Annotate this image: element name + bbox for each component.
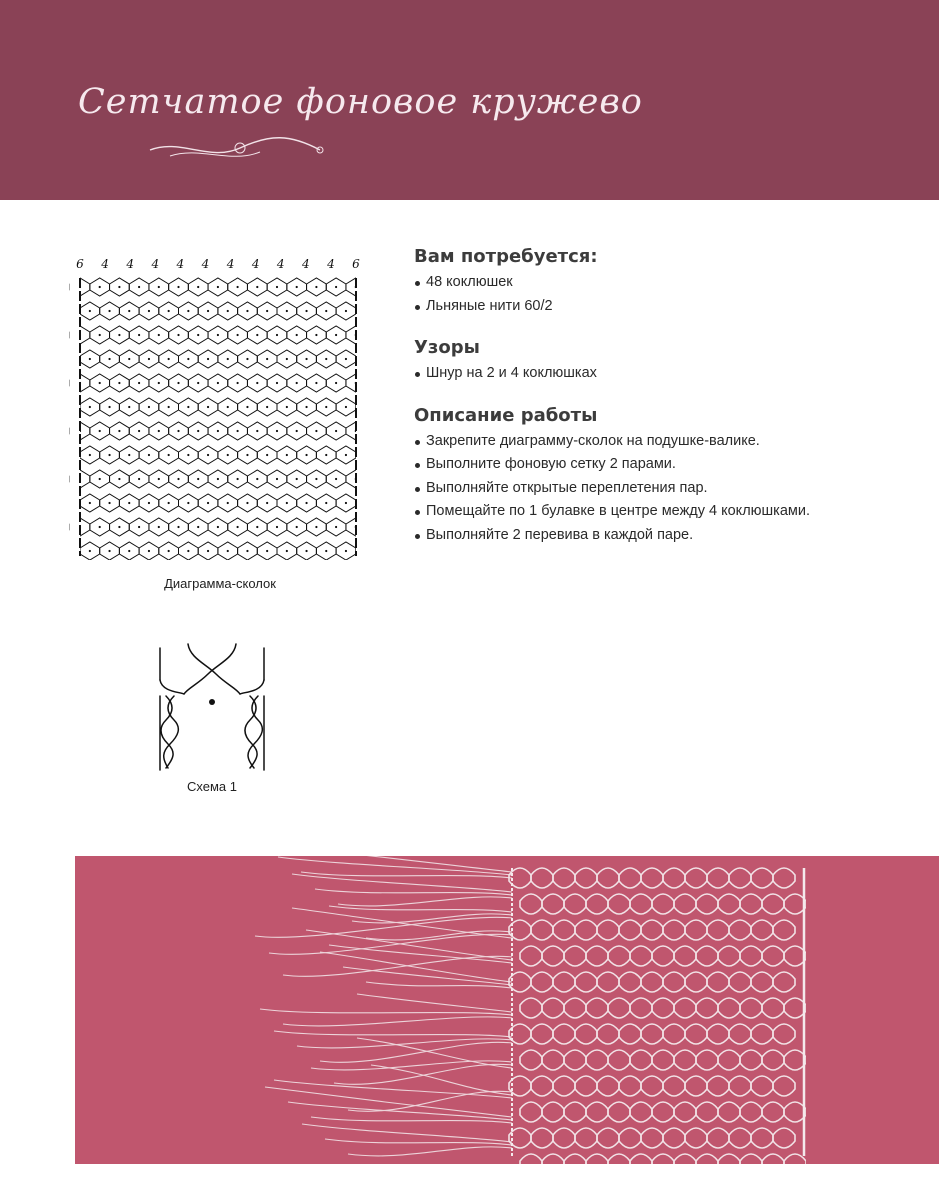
pin-dot — [148, 406, 150, 408]
pin-dot — [315, 334, 317, 336]
pin-dot — [227, 502, 229, 504]
pin-dot — [217, 526, 219, 528]
pin-dot — [305, 550, 307, 552]
pin-dot — [128, 406, 130, 408]
pin-dot — [168, 550, 170, 552]
pin-dot — [305, 406, 307, 408]
description-list — [414, 430, 914, 548]
pin-dot — [168, 454, 170, 456]
pin-dot — [237, 286, 239, 288]
pin-dot — [207, 358, 209, 360]
list-item: Помещайте по 1 булавке в центре между 4 коклюшками. — [414, 500, 914, 524]
pin-dot — [168, 358, 170, 360]
pin-dot — [158, 334, 160, 336]
pin-dot — [335, 430, 337, 432]
pin-dot — [325, 502, 327, 504]
pin-dot — [118, 382, 120, 384]
pin-dot — [128, 550, 130, 552]
pin-dot — [177, 478, 179, 480]
lace-net-image — [75, 856, 939, 1164]
pin-dot — [197, 430, 199, 432]
pair-count-label: 4 — [226, 257, 235, 271]
pair-count-label: 4 — [251, 257, 260, 271]
pin-dot — [335, 478, 337, 480]
pin-dot — [158, 478, 160, 480]
pin-dot — [118, 430, 120, 432]
pin-dot — [99, 430, 101, 432]
pin-dot — [148, 502, 150, 504]
pin-dot — [256, 430, 258, 432]
pin-dot — [108, 358, 110, 360]
pin-dot — [266, 406, 268, 408]
pin-dot — [187, 550, 189, 552]
pair-count-label: 4 — [151, 257, 160, 271]
pin-dot — [296, 334, 298, 336]
pin-dot — [286, 406, 288, 408]
pin-dot — [256, 526, 258, 528]
pin-dot — [138, 286, 140, 288]
pin-dot — [296, 478, 298, 480]
pair-count-label: 4 — [301, 257, 310, 271]
pin-dot — [345, 406, 347, 408]
pin-dot — [345, 454, 347, 456]
pin-dot — [89, 550, 91, 552]
pair-count-label: 4 — [101, 257, 109, 271]
pin-dot — [227, 406, 229, 408]
pin-dot — [237, 382, 239, 384]
pin-dot — [158, 382, 160, 384]
pin-dot — [315, 430, 317, 432]
pin-dot — [138, 382, 140, 384]
pair-count-label: 4 — [201, 257, 210, 271]
list-item: 48 коклюшек — [414, 271, 914, 295]
pin-dot — [108, 406, 110, 408]
pin-dot — [227, 310, 229, 312]
pin-dot — [197, 526, 199, 528]
pin-dot — [345, 502, 347, 504]
pin-dot — [177, 334, 179, 336]
pricking-diagram — [68, 250, 368, 570]
pin-dot — [187, 406, 189, 408]
pin-dot — [345, 550, 347, 552]
pin-dot — [128, 358, 130, 360]
flourish-ornament — [140, 128, 340, 168]
pin-dot — [276, 526, 278, 528]
pin-dot — [345, 310, 347, 312]
pin-dot — [286, 358, 288, 360]
list-item: Шнур на 2 и 4 коклюшках — [414, 362, 914, 386]
pin-dot — [207, 406, 209, 408]
pin-dot — [217, 286, 219, 288]
materials-section — [414, 246, 914, 318]
pin-dot — [128, 502, 130, 504]
scheme-diagram — [150, 640, 274, 776]
pair-count-label: 4 — [327, 257, 335, 271]
page-title: Сетчатое фоновое кружево — [78, 82, 643, 122]
pair-count-label: 4 — [176, 257, 185, 271]
pin-dot — [335, 382, 337, 384]
pin-dot — [128, 310, 130, 312]
pin-dot — [237, 334, 239, 336]
header-band — [0, 0, 939, 200]
pin-dot — [118, 334, 120, 336]
pin-dot — [187, 502, 189, 504]
pin-dot — [296, 430, 298, 432]
pin-dot — [148, 550, 150, 552]
pin-dot — [99, 478, 101, 480]
pin-dot — [335, 334, 337, 336]
pin-dot — [108, 502, 110, 504]
scheme-caption: Схема 1 — [187, 779, 237, 794]
pin-dot — [246, 358, 248, 360]
pair-count-label: 6 — [352, 257, 360, 271]
patterns-heading: Узоры — [414, 337, 480, 358]
pin-dot — [138, 334, 140, 336]
pin-dot — [256, 334, 258, 336]
pin-dot — [158, 286, 160, 288]
pin-dot — [227, 358, 229, 360]
pin-dot — [237, 478, 239, 480]
pin-dot — [266, 550, 268, 552]
pin-dot — [89, 454, 91, 456]
pin-dot — [187, 454, 189, 456]
pin-dot — [99, 286, 101, 288]
pin-dot — [325, 358, 327, 360]
materials-heading: Вам потребуется: — [414, 246, 598, 267]
pin-dot — [315, 382, 317, 384]
patterns-section — [414, 337, 914, 386]
pin-dot — [118, 286, 120, 288]
pin-dot — [227, 550, 229, 552]
pin-dot — [246, 310, 248, 312]
pin-dot — [296, 382, 298, 384]
pin-dot — [266, 358, 268, 360]
pin-dot — [158, 430, 160, 432]
list-item: Выполняйте 2 перевива в каждой паре. — [414, 524, 914, 548]
pin-dot — [168, 502, 170, 504]
pin-dot — [256, 286, 258, 288]
pin-dot — [335, 286, 337, 288]
pin-dot — [158, 526, 160, 528]
diagram-caption: Диаграмма-сколок — [164, 576, 276, 591]
pin-dot — [237, 430, 239, 432]
list-item: Льняные нити 60/2 — [414, 295, 914, 319]
pin-dot — [266, 454, 268, 456]
list-item: Закрепите диаграмму-сколок на подушке-валике. — [414, 430, 914, 454]
pin-dot — [207, 550, 209, 552]
pin-dot — [197, 478, 199, 480]
pin-dot — [345, 358, 347, 360]
pin-dot — [246, 406, 248, 408]
pin-dot — [296, 286, 298, 288]
pin-dot — [325, 310, 327, 312]
pin-dot — [187, 310, 189, 312]
pin-dot — [286, 502, 288, 504]
pin-dot — [276, 286, 278, 288]
pin-dot — [187, 358, 189, 360]
pin-dot — [197, 382, 199, 384]
pair-count-label: 6 — [76, 257, 84, 271]
pin-dot — [207, 454, 209, 456]
pin-dot — [276, 478, 278, 480]
pin-dot — [138, 478, 140, 480]
pin-dot — [177, 430, 179, 432]
pin-dot — [256, 382, 258, 384]
pin-dot — [197, 286, 199, 288]
pin-dot — [325, 550, 327, 552]
pin-dot — [177, 382, 179, 384]
pin-dot — [286, 310, 288, 312]
pin-dot — [256, 478, 258, 480]
pin-dot — [325, 406, 327, 408]
pin-dot — [118, 478, 120, 480]
pin-dot — [315, 478, 317, 480]
pair-count-label: 4 — [126, 257, 135, 271]
pin-dot — [89, 358, 91, 360]
pin-dot — [296, 526, 298, 528]
pin-dot — [89, 502, 91, 504]
pin-dot — [286, 454, 288, 456]
pin-dot — [168, 406, 170, 408]
pin-dot — [276, 334, 278, 336]
description-section — [414, 405, 914, 548]
pin-dot — [325, 454, 327, 456]
pin-dot — [128, 454, 130, 456]
pin-dot — [197, 334, 199, 336]
pin-dot — [148, 358, 150, 360]
pin-dot — [217, 478, 219, 480]
pin-dot — [276, 430, 278, 432]
list-item: Выполните фоновую сетку 2 парами. — [414, 453, 914, 477]
pin-dot — [108, 310, 110, 312]
pin-dot — [246, 502, 248, 504]
pin-dot — [217, 334, 219, 336]
pin-dot — [305, 358, 307, 360]
pin-dot — [266, 502, 268, 504]
pin-dot — [148, 310, 150, 312]
pin-dot — [177, 526, 179, 528]
pin-dot — [246, 454, 248, 456]
instructions-panel — [414, 246, 914, 566]
pin-dot — [305, 502, 307, 504]
pin-dot — [138, 526, 140, 528]
pin-dot — [108, 454, 110, 456]
pin-dot — [148, 454, 150, 456]
list-item: Выполняйте открытые переплетения пар. — [414, 477, 914, 501]
lace-photo — [75, 856, 939, 1164]
pin-dot — [305, 310, 307, 312]
description-heading: Описание работы — [414, 404, 598, 426]
pin-dot — [286, 550, 288, 552]
pair-count-label: 4 — [276, 257, 285, 271]
pin-dot — [118, 526, 120, 528]
pin-dot — [207, 502, 209, 504]
pin-dot — [89, 310, 91, 312]
pin-dot — [315, 286, 317, 288]
pin-dot — [168, 310, 170, 312]
pin-dot — [246, 550, 248, 552]
pin-dot — [99, 334, 101, 336]
pin-dot — [108, 550, 110, 552]
pin-dot — [276, 382, 278, 384]
pin-dot — [99, 526, 101, 528]
pin-dot — [177, 286, 179, 288]
pin-dot — [89, 406, 91, 408]
pin-dot — [227, 454, 229, 456]
pin-dot — [266, 310, 268, 312]
pin-dot — [217, 430, 219, 432]
pin-dot — [138, 430, 140, 432]
pin-dot — [217, 382, 219, 384]
pin-dot — [207, 310, 209, 312]
pin-dot — [99, 382, 101, 384]
materials-list — [414, 271, 914, 318]
pin-dot — [315, 526, 317, 528]
patterns-list — [414, 362, 914, 386]
pin-dot — [335, 526, 337, 528]
pin-dot — [237, 526, 239, 528]
pin-dot — [305, 454, 307, 456]
